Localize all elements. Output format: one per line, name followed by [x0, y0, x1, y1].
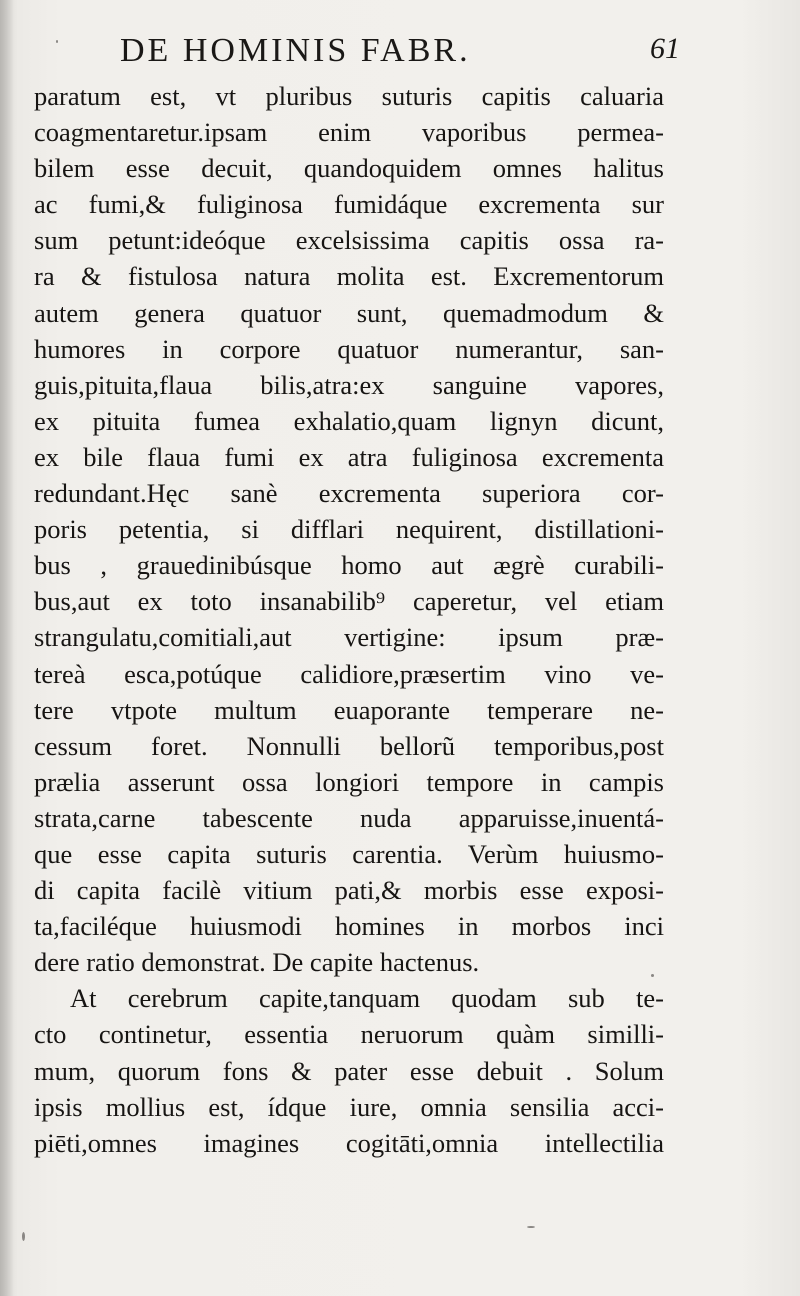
text-line: poris petentia, si difflari nequirent, distillationi- [34, 514, 664, 545]
text-line: coagmentaretur.ipsam enim vaporibus permea- [34, 117, 664, 148]
page-header [120, 32, 680, 76]
text-line: di capita facilè vitium pati,& morbis esse exposi- [34, 875, 664, 906]
text-line: strangulatu,comitiali,aut vertigine: ipsum præ- [34, 622, 664, 653]
text-line: ex pituita fumea exhalatio,quam lignyn dicunt, [34, 405, 664, 436]
paper-speck [527, 1226, 535, 1228]
text-line: prælia asserunt ossa longiori tempore in campis [34, 766, 664, 797]
text-line: piēti,omnes imagines cogitāti,omnia intellectilia [34, 1127, 664, 1158]
paper-speck [651, 974, 654, 977]
text-line: ra & fistulosa natura molita est. Excrementorum [34, 261, 664, 292]
text-line: cessum foret. Nonnulli bellorũ temporibus,post [34, 730, 664, 761]
text-line: redundant.Hęc sanè excrementa superiora cor- [34, 478, 664, 509]
paper-speck [22, 1232, 25, 1241]
text-line: humores in corpore quatuor numerantur, san- [34, 333, 664, 364]
text-line: autem genera quatuor sunt, quemadmodum & [34, 297, 664, 328]
paper-speck [56, 40, 58, 43]
text-line: ac fumi,& fuliginosa fumidáque excrementa sur [34, 189, 664, 220]
text-line: que esse capita suturis carentia. Verùm huiusmo- [34, 838, 664, 869]
binding-shadow [0, 0, 14, 1296]
text-line: ta,faciléque huiusmodi homines in morbos inci [34, 911, 664, 942]
body-text [34, 78, 664, 1161]
running-head: DE HOMINIS FABR. [120, 32, 471, 69]
text-line: sum petunt:ideóque excelsissima capitis ossa ra- [34, 225, 664, 256]
text-line: tereà esca,potúque calidiore,præsertim vino ve- [34, 658, 664, 689]
text-line: bus,aut ex toto insanabilib⁹ caperetur, vel etiam [34, 586, 664, 617]
text-line: cto continetur, essentia neruorum quàm similli- [34, 1019, 664, 1050]
text-line: strata,carne tabescente nuda apparuisse,inuentá- [34, 802, 664, 833]
text-line: ex bile flaua fumi ex atra fuliginosa excrementa [34, 441, 664, 472]
page-number: 61 [650, 32, 680, 65]
text-line: At cerebrum capite,tanquam quodam sub te- [70, 983, 664, 1014]
text-line: bus , grauedinibúsque homo aut ægrè curabili- [34, 550, 664, 581]
text-line: bilem esse decuit, quandoquidem omnes halitus [34, 153, 664, 184]
text-line: tere vtpote multum euaporante temperare ne- [34, 694, 664, 725]
text-line: mum, quorum fons & pater esse debuit . Solum [34, 1055, 664, 1086]
text-line: paratum est, vt pluribus suturis capitis caluaria [34, 81, 664, 111]
text-line: dere ratio demonstrat. De capite hactenus. [34, 947, 480, 978]
text-line: guis,pituita,flaua bilis,atra:ex sanguine vapores, [34, 369, 664, 400]
text-line: ipsis mollius est, ídque iure, omnia sensilia acci- [34, 1091, 664, 1122]
